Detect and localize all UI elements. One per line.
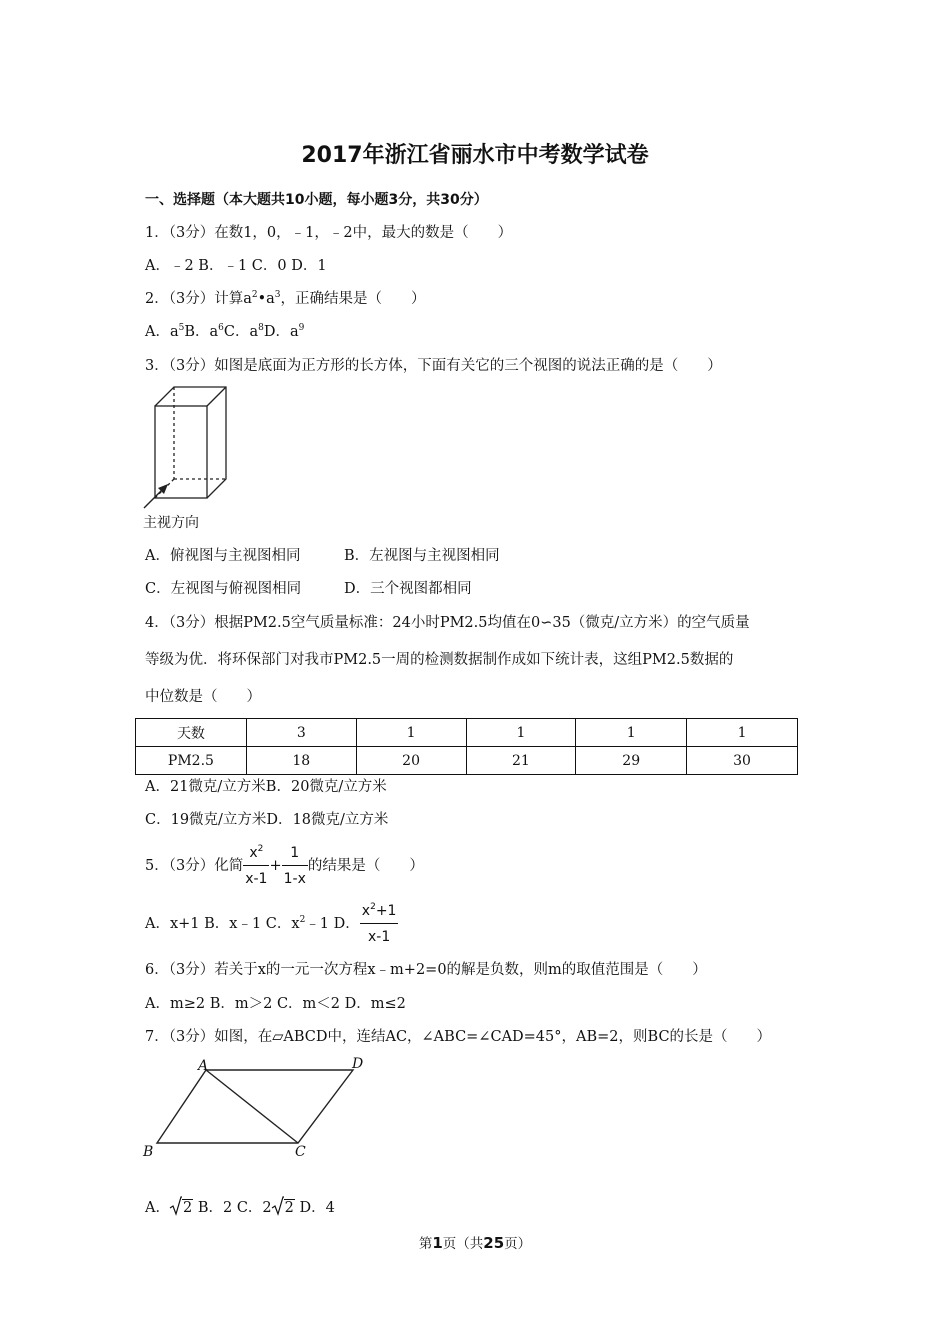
fraction-denominator: 1-x <box>283 871 306 887</box>
q7-option-bc: B．2 C．2 <box>197 1200 272 1216</box>
cuboid-hidden-edges <box>155 387 226 498</box>
q2-exponent: 9 <box>298 323 305 333</box>
question-3-stem: 3．（3分）如图是底面为正方形的长方体，下面有关它的三个视图的说法正确的是（ ） <box>145 358 722 374</box>
q2-stem-part: ，正确结果是（ ） <box>280 291 426 307</box>
plus-sign: + <box>269 858 282 874</box>
table-cell: 3 <box>246 719 356 747</box>
q2-exponent: 3 <box>274 290 281 300</box>
parallelogram-abcd <box>157 1070 353 1143</box>
view-direction-arrow <box>144 484 168 508</box>
table-header-cell: PM2.5 <box>136 747 247 775</box>
table-cell: 1 <box>466 719 576 747</box>
q2-option-d: D．a <box>263 324 299 340</box>
page-title: 2017年浙江省丽水市中考数学试卷 <box>301 143 649 168</box>
table-cell: 20 <box>356 747 466 775</box>
question-2-stem <box>145 292 426 307</box>
q2-option-b: B．a <box>184 324 219 340</box>
question-5-options <box>145 900 398 948</box>
q7-option-a: A． <box>145 1200 170 1216</box>
fraction-option-d <box>360 900 399 948</box>
question-1-options: A．﹣2 B．﹣1 C．0 D．1 <box>145 258 327 274</box>
q2-exponent: 8 <box>258 323 264 333</box>
fraction-numerator: x <box>361 903 371 919</box>
q5-options-part: ﹣1 D． <box>305 916 360 932</box>
page-number: 1 <box>432 1234 443 1252</box>
question-7-options <box>145 1196 335 1216</box>
q5-options-part: A．x+1 B．x﹣1 C．x <box>145 916 300 932</box>
question-4-line-3: 中位数是（ ） <box>145 689 261 705</box>
fraction-denominator: x-1 <box>367 929 391 945</box>
question-4-line-2: 等级为优．将环保部门对我市PM2.5一周的检测数据制作成如下统计表，这组PM2.5数据的 <box>145 652 734 668</box>
fraction-numerator: 1 <box>282 842 308 866</box>
square-root-icon <box>272 1196 284 1216</box>
question-4-options-ab: A．21微克/立方米B．20微克/立方米 <box>145 779 387 795</box>
page-total: 25 <box>483 1234 505 1252</box>
section-heading: 一、选择题（本大题共10小题，每小题3分，共30分） <box>145 192 488 208</box>
question-1-stem: 1．（3分）在数1，0，﹣1，﹣2中，最大的数是（ ） <box>145 225 513 241</box>
question-5-stem <box>145 842 424 890</box>
q5-stem-part: 5．（3分）化简 <box>145 858 244 874</box>
footer-text: 第 <box>418 1236 433 1252</box>
table-cell: 1 <box>576 719 687 747</box>
table-cell: 1 <box>687 719 798 747</box>
q5-exponent: 2 <box>299 915 306 925</box>
q7-option-d: D．4 <box>299 1200 335 1216</box>
q2-stem-part: •a <box>257 291 275 307</box>
question-3-option-c: C．左视图与俯视图相同 <box>145 581 302 597</box>
vertex-label-c: C <box>295 1144 306 1160</box>
vertex-label-b: B <box>143 1144 154 1160</box>
table-cell: 18 <box>246 747 356 775</box>
q5-stem-part: 的结果是（ ） <box>307 858 424 874</box>
table-header-cell: 天数 <box>136 719 247 747</box>
square-root-icon <box>170 1196 182 1216</box>
table-row <box>136 747 798 775</box>
cuboid-back-edges <box>155 387 226 498</box>
vertex-label-d: D <box>352 1056 364 1072</box>
question-7-stem: 7．（3分）如图，在▱ABCD中，连结AC，∠ABC=∠CAD=45°，AB=2，则BC的长是（ ） <box>145 1029 772 1045</box>
question-3-option-a: A．俯视图与主视图相同 <box>145 548 301 564</box>
table-cell: 30 <box>687 747 798 775</box>
vertex-label-a: A <box>198 1058 209 1074</box>
q2-exponent: 6 <box>218 323 224 333</box>
pm25-table <box>135 718 798 775</box>
fraction-exponent: 2 <box>257 844 264 854</box>
diagonal-ac <box>206 1070 298 1143</box>
table-row <box>136 719 798 747</box>
question-4-line-1: 4．（3分）根据PM2.5空气质量标准：24小时PM2.5均值在0∽35（微克/立方米）的空气质量 <box>145 615 750 631</box>
question-2-options <box>145 325 304 340</box>
question-6-options: A．m≥2 B．m＞2 C．m＜2 D．m≤2 <box>145 996 406 1012</box>
page-footer <box>0 1232 950 1252</box>
fraction-numerator: +1 <box>375 903 397 919</box>
footer-text: 页） <box>504 1236 532 1252</box>
radicand: 2 <box>182 1200 193 1216</box>
q2-exponent: 2 <box>251 290 258 300</box>
fraction-2 <box>282 842 308 890</box>
q2-option-c: C．a <box>223 324 259 340</box>
footer-text: 页（共 <box>442 1236 484 1252</box>
parallelogram-figure <box>140 1055 380 1165</box>
cuboid-front-face <box>155 406 207 498</box>
question-6-stem: 6．（3分）若关于x的一元一次方程x﹣m+2=0的解是负数，则m的取值范围是（ ） <box>145 962 707 978</box>
table-cell: 1 <box>356 719 466 747</box>
q2-stem-part: 2．（3分）计算a <box>145 291 252 307</box>
fraction-numerator: x <box>249 845 258 861</box>
fraction-1 <box>243 842 269 890</box>
table-cell: 29 <box>576 747 687 775</box>
radicand: 2 <box>284 1200 294 1216</box>
question-3-option-b: B．左视图与主视图相同 <box>344 548 500 564</box>
q2-option-a: A．a <box>145 324 179 340</box>
fraction-exponent: 2 <box>370 902 376 912</box>
cuboid-edge <box>207 387 226 406</box>
question-3-option-d: D．三个视图都相同 <box>344 581 472 597</box>
question-4-options-cd: C．19微克/立方米D．18微克/立方米 <box>145 812 389 828</box>
table-cell: 21 <box>466 747 576 775</box>
view-direction-label: 主视方向 <box>143 515 199 531</box>
fraction-denominator: x-1 <box>245 871 268 887</box>
q2-exponent: 5 <box>178 323 185 333</box>
cuboid-figure <box>140 382 240 502</box>
